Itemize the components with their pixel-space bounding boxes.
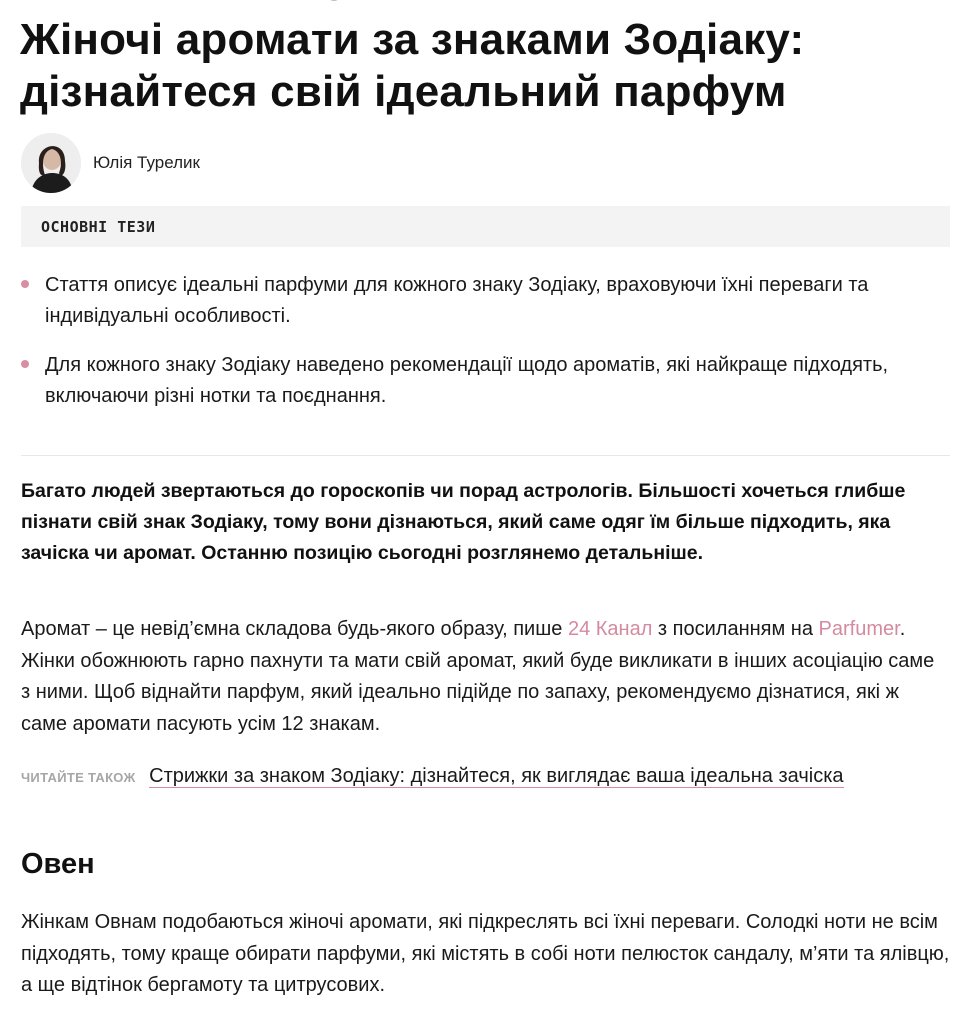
paragraph-text: з посиланням на [652,618,819,640]
key-point-item [21,350,931,412]
avatar-photo-icon [21,133,81,193]
bullet-dot-icon [21,280,29,288]
paragraph-text: . Жінки обожнюють гарно пахнути та мати свій аромат, який буде викликати в інших асоціацію саме з ними. Щоб віднайти парфум, який ідеально підійде по запаху, рекомендуємо дізнатися, які ж саме аромати пасують усім 12 знакам. [21,618,935,735]
author-name[interactable]: Юлія Турелик [93,153,200,172]
article-paragraph [21,614,941,740]
read-also-link[interactable]: Стрижки за знаком Зодіаку: дізнайтеся, як виглядає ваша ідеальна зачіска [149,765,844,787]
article-paragraph: Жінкам Овнам подобаються жіночі аромати, які підкреслять всі їхні переваги. Солодкі ноти не всім підходять, тому краще обирати парфуми, які містять в собі ноти пелюсток сандалу, м’яти та ялівцю, а ще відтінок бергамоту та цитрусових. [21,911,950,996]
key-points-label: ОСНОВНІ ТЕЗИ [41,218,156,236]
key-point-text: Для кожного знаку Зодіаку наведено рекомендації щодо ароматів, які найкраще підходять, включаючи різні нотки та поєднання. [45,354,889,407]
source-link-24-kanal[interactable]: 24 Канал [567,618,653,640]
divider [21,455,950,456]
article-lead: Багато людей звертаються до гороскопів чи порад астрологів. Більшості хочеться глибше пізнати свій знак Зодіаку, тому вони дізнаються, який саме одяг їм більше підходить, яка зачіска чи аромат. Останню позицію сьогодні розглянемо детальніше. [21,480,906,564]
author-avatar[interactable] [21,133,81,193]
key-point-text: Стаття описує ідеальні парфуми для кожного знаку Зодіаку, враховуючи їхні переваги та індивідуальні особливості. [45,274,869,327]
cropped-breadcrumb [22,0,382,4]
article-title: Жіночі аромати за знаками Зодіаку: дізнайтеся свій ідеальний парфум [20,15,805,116]
section-heading: Овен [21,848,95,880]
key-point-item [21,270,931,332]
share-icon[interactable] [327,0,341,1]
read-also-label: ЧИТАЙТЕ ТАКОЖ [21,770,136,785]
key-points-header [21,206,950,247]
author-block[interactable] [21,132,200,194]
read-also-block [21,761,931,793]
paragraph-text: Аромат – це невід’ємна складова будь-якого образу, пише [21,618,568,640]
bullet-dot-icon [21,360,29,368]
key-points-list [21,270,931,430]
source-link-parfumer[interactable]: Parfumer [818,618,900,640]
